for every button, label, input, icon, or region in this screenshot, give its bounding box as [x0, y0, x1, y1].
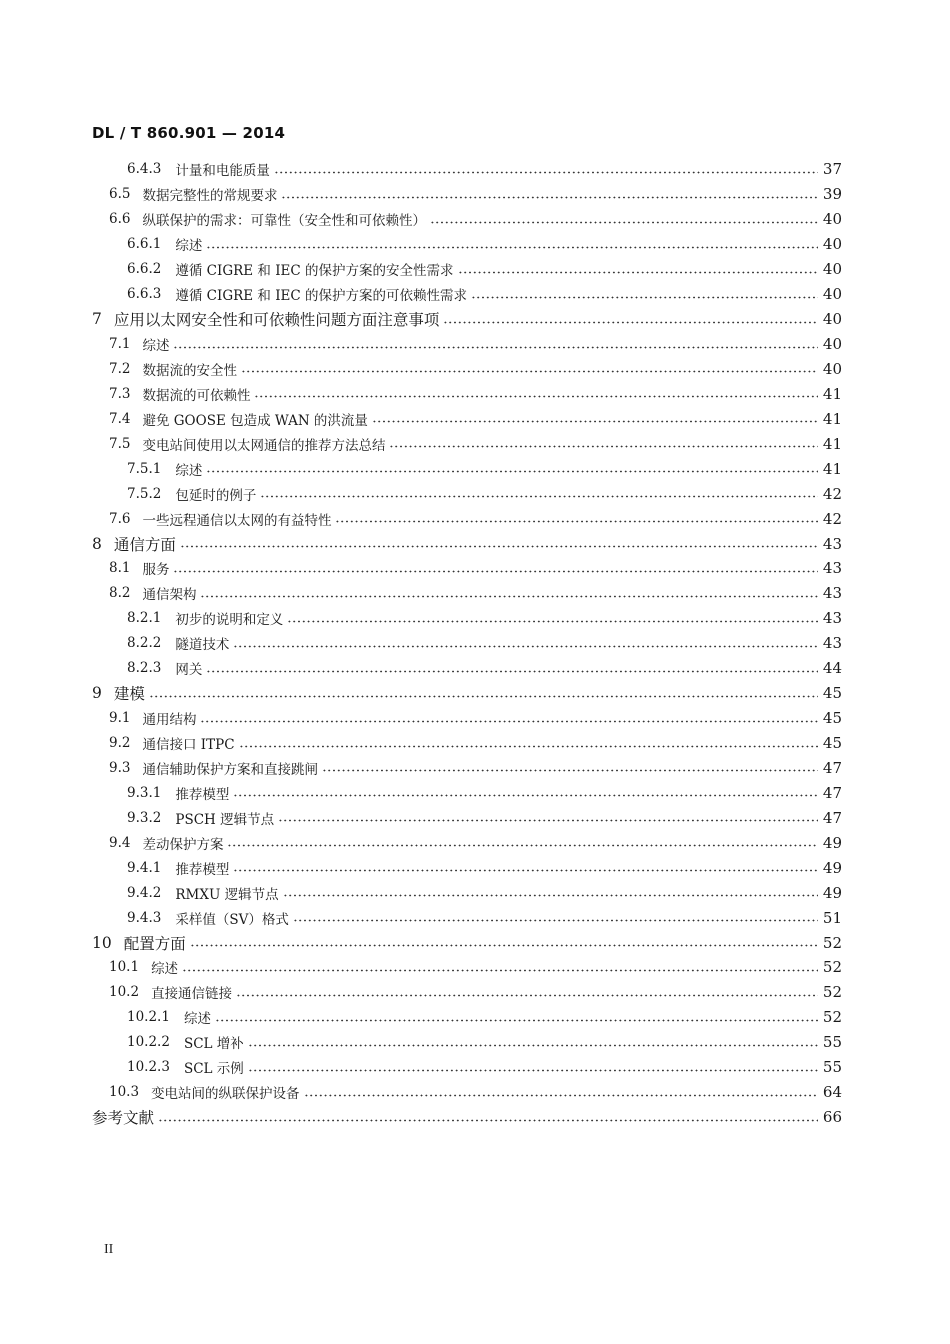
toc-page-number: 47	[822, 758, 842, 777]
toc-entry-heading	[109, 957, 178, 977]
toc-section-title: 通信方面	[113, 535, 176, 554]
toc-section-number: 6.6.1	[127, 236, 162, 253]
toc-section-title: 纵联保护的需求：可靠性（安全性和可依赖性）	[142, 213, 426, 230]
toc-entry-heading	[92, 682, 145, 704]
toc-page-number: 37	[822, 160, 842, 179]
dot-leader	[182, 969, 818, 972]
toc-section-title: 数据完整性的常规要求	[142, 188, 278, 205]
dot-leader	[173, 346, 818, 349]
toc-entry-heading	[127, 484, 256, 504]
toc-page-number: 52	[822, 983, 842, 1002]
toc-section-title: 初步的说明和定义	[175, 612, 284, 629]
toc-section-title: 推荐模型	[175, 861, 230, 878]
dot-leader	[173, 570, 818, 573]
toc-section-number: 8.2	[109, 585, 131, 602]
toc-page-number: 52	[822, 1008, 842, 1027]
toc-entry-heading	[127, 159, 270, 179]
toc-section-number: 9.4.2	[127, 884, 162, 901]
toc-page-number: 40	[822, 210, 842, 229]
toc-entry[interactable]	[0, 706, 950, 731]
dot-leader	[443, 321, 818, 324]
toc-entry-heading	[127, 658, 202, 678]
toc-section-number: 7.5.2	[127, 485, 162, 502]
toc-section-title: 配置方面	[123, 934, 186, 953]
toc-section-number: 6.6.3	[127, 286, 162, 303]
toc-page-number: 45	[822, 734, 842, 753]
toc-page-number: 42	[822, 509, 842, 528]
dot-leader	[233, 645, 818, 648]
toc-page-number: 39	[822, 185, 842, 204]
toc-entry-heading	[109, 409, 368, 429]
toc-section-title: 建模	[113, 685, 145, 704]
toc-section-title: 一些远程通信以太网的有益特性	[142, 512, 332, 529]
toc-entry-heading	[92, 308, 439, 330]
toc-entry[interactable]	[0, 930, 950, 955]
toc-entry[interactable]	[0, 531, 950, 556]
toc-section-number: 9.3	[109, 759, 131, 776]
dot-leader	[206, 670, 818, 673]
toc-section-title: 数据流的安全性	[142, 362, 237, 379]
toc-section-title: 遵循 CIGRE 和 IEC 的保护方案的安全性需求	[175, 263, 454, 280]
toc-section-number: 7.1	[109, 336, 131, 353]
toc-section-title: 网关	[175, 662, 203, 679]
toc-entry[interactable]	[0, 406, 950, 431]
toc-section-number: 9.2	[109, 735, 131, 752]
toc-entry[interactable]	[0, 1005, 950, 1030]
toc-entry[interactable]	[0, 207, 950, 232]
toc-page-number: 40	[822, 310, 842, 329]
toc-section-number: 10.3	[109, 1084, 140, 1101]
toc-section-title: 变电站间的纵联保护设备	[151, 1086, 300, 1103]
toc-page-number: 43	[822, 584, 842, 603]
toc-section-title: PSCH 逻辑节点	[175, 811, 275, 828]
toc-page-number: 40	[822, 260, 842, 279]
toc-page-number: 45	[822, 684, 842, 703]
dot-leader	[254, 395, 818, 398]
toc-entry-heading	[109, 583, 196, 603]
toc-entry[interactable]	[0, 1055, 950, 1080]
toc-entry-heading	[109, 708, 196, 728]
toc-entry-heading	[109, 509, 331, 529]
toc-entry[interactable]	[0, 855, 950, 880]
dot-leader	[281, 196, 818, 199]
toc-section-title: 推荐模型	[175, 786, 230, 803]
toc-page-number: 41	[822, 384, 842, 403]
toc-section-number: 7.6	[109, 510, 131, 527]
toc-page-number: 41	[822, 409, 842, 428]
toc-entry-heading	[127, 783, 229, 803]
toc-entry-heading	[109, 184, 277, 204]
toc-section-title: 通用结构	[142, 712, 197, 729]
toc-entry-heading	[109, 982, 232, 1002]
dot-leader	[458, 271, 818, 274]
toc-section-number: 9.4.3	[127, 909, 162, 926]
toc-section-number: 8.2.3	[127, 660, 162, 677]
toc-entry[interactable]	[0, 980, 950, 1005]
toc-entry-heading	[127, 1057, 244, 1077]
dot-leader	[372, 420, 818, 423]
toc-section-number: 6.5	[109, 186, 131, 203]
toc-entry[interactable]	[0, 332, 950, 357]
toc-entry[interactable]	[0, 606, 950, 631]
dot-leader	[149, 695, 818, 698]
toc-entry-heading	[109, 334, 169, 354]
dot-leader	[180, 545, 818, 548]
toc-entry-heading	[109, 209, 426, 229]
toc-entry[interactable]	[0, 756, 950, 781]
toc-entry[interactable]	[0, 556, 950, 581]
toc-section-number: 9.4	[109, 834, 131, 851]
dot-leader	[215, 1019, 818, 1022]
dot-leader	[158, 1119, 818, 1122]
toc-page-number: 51	[822, 908, 842, 927]
toc-entry[interactable]	[0, 805, 950, 830]
toc-page-number: 41	[822, 434, 842, 453]
toc-page-number: 47	[822, 808, 842, 827]
toc-section-number: 6.4.3	[127, 161, 162, 178]
toc-entry[interactable]	[0, 1030, 950, 1055]
toc-entry-heading	[109, 1082, 300, 1102]
dot-leader	[206, 246, 818, 249]
toc-section-number: 7.5	[109, 435, 131, 452]
toc-section-title: 参考文献	[92, 1109, 155, 1128]
toc-section-number: 9.3.1	[127, 784, 162, 801]
toc-entry-heading	[127, 908, 289, 928]
toc-section-title: SCL 增补	[183, 1036, 244, 1053]
toc-entry[interactable]	[0, 955, 950, 980]
toc-entry[interactable]	[0, 257, 950, 282]
toc-section-number: 8.2.1	[127, 610, 162, 627]
toc-entry-heading	[109, 733, 235, 753]
toc-page-number: 52	[822, 933, 842, 952]
toc-entry[interactable]	[0, 381, 950, 406]
toc-entry[interactable]	[0, 1080, 950, 1105]
toc-section-number: 7.2	[109, 360, 131, 377]
toc-page-number: 41	[822, 459, 842, 478]
toc-section-number: 10.2.2	[127, 1034, 170, 1051]
toc-page-number: 40	[822, 335, 842, 354]
toc-section-number: 10.2.1	[127, 1009, 170, 1026]
toc-section-number: 10.2.3	[127, 1059, 170, 1076]
toc-section-title: 综述	[151, 961, 179, 978]
toc-section-number: 9.3.2	[127, 809, 162, 826]
toc-entry-heading	[127, 1007, 211, 1027]
toc-page-number: 42	[822, 484, 842, 503]
toc-entry-heading	[127, 858, 229, 878]
toc-entry[interactable]	[0, 307, 950, 332]
toc-page-number: 43	[822, 609, 842, 628]
toc-section-title: 变电站间使用以太网通信的推荐方法总结	[142, 437, 386, 454]
toc-section-number: 9.1	[109, 710, 131, 727]
table-of-contents	[0, 157, 950, 1130]
toc-section-title: 差动保护方案	[142, 836, 224, 853]
toc-entry[interactable]	[0, 157, 950, 182]
dot-leader	[236, 994, 818, 997]
toc-entry[interactable]	[0, 1105, 950, 1130]
toc-entry[interactable]	[0, 830, 950, 855]
toc-section-title: 隧道技术	[175, 637, 230, 654]
dot-leader	[389, 445, 818, 448]
toc-section-title: 服务	[142, 562, 170, 579]
toc-page-number: 40	[822, 359, 842, 378]
toc-section-number: 10.2	[109, 984, 140, 1001]
toc-entry[interactable]	[0, 232, 950, 257]
dot-leader	[322, 769, 818, 772]
dot-leader	[248, 1044, 818, 1047]
toc-section-title: 避免 GOOSE 包造成 WAN 的洪流量	[142, 412, 368, 429]
toc-entry[interactable]	[0, 282, 950, 307]
dot-leader	[227, 844, 818, 847]
toc-page-number: 52	[822, 958, 842, 977]
toc-section-title: 应用以太网安全性和可依赖性问题方面注意事项	[113, 311, 440, 330]
toc-page-number: 45	[822, 709, 842, 728]
dot-leader	[471, 296, 818, 299]
toc-entry-heading	[127, 284, 467, 304]
toc-entry[interactable]	[0, 431, 950, 456]
toc-entry[interactable]	[0, 780, 950, 805]
toc-section-number: 7.5.1	[127, 460, 162, 477]
toc-section-number: 6.6	[109, 211, 131, 228]
toc-page-number: 64	[822, 1083, 842, 1102]
toc-page-number: 49	[822, 833, 842, 852]
dot-leader	[206, 470, 818, 473]
dot-leader	[278, 819, 818, 822]
dot-leader	[287, 620, 818, 623]
toc-section-title: RMXU 逻辑节点	[175, 886, 279, 903]
toc-entry[interactable]	[0, 506, 950, 531]
toc-section-number: 7.3	[109, 385, 131, 402]
toc-entry-heading	[109, 833, 223, 853]
toc-entry[interactable]	[0, 182, 950, 207]
toc-section-number: 7	[92, 310, 102, 329]
dot-leader	[239, 745, 818, 748]
toc-page-number: 47	[822, 783, 842, 802]
page-number: II	[104, 1242, 114, 1257]
toc-entry-heading	[92, 932, 186, 954]
toc-section-number: 8.1	[109, 560, 131, 577]
toc-page-number: 40	[822, 235, 842, 254]
dot-leader	[283, 894, 818, 897]
toc-entry-heading	[127, 808, 274, 828]
dot-leader	[233, 869, 818, 872]
toc-entry[interactable]	[0, 905, 950, 930]
toc-entry-heading	[109, 434, 385, 454]
dot-leader	[200, 720, 818, 723]
toc-section-title: 综述	[175, 238, 203, 255]
toc-section-title: 综述	[175, 462, 203, 479]
toc-entry-heading	[127, 1032, 244, 1052]
toc-page-number: 43	[822, 534, 842, 553]
toc-entry-heading	[109, 359, 237, 379]
toc-entry[interactable]	[0, 357, 950, 382]
dot-leader	[241, 370, 818, 373]
toc-section-number: 10	[92, 933, 112, 952]
toc-section-title: 计量和电能质量	[175, 163, 270, 180]
toc-entry-heading	[127, 883, 279, 903]
toc-entry-heading	[127, 633, 229, 653]
dot-leader	[190, 944, 818, 947]
toc-entry-heading	[109, 384, 250, 404]
toc-entry[interactable]	[0, 681, 950, 706]
toc-entry-heading	[92, 1106, 154, 1128]
toc-section-title: 数据流的可依赖性	[142, 387, 251, 404]
toc-page-number: 44	[822, 659, 842, 678]
toc-entry[interactable]	[0, 631, 950, 656]
toc-section-number: 8	[92, 534, 102, 553]
toc-section-number: 10.1	[109, 959, 140, 976]
dot-leader	[260, 495, 818, 498]
toc-section-number: 7.4	[109, 410, 131, 427]
toc-entry-heading	[127, 608, 283, 628]
toc-section-title: 采样值（SV）格式	[175, 911, 289, 928]
toc-section-title: 综述	[183, 1011, 211, 1028]
dot-leader	[304, 1094, 818, 1097]
toc-section-title: 通信接口 ITPC	[142, 737, 235, 754]
toc-section-title: 包延时的例子	[175, 487, 257, 504]
dot-leader	[293, 919, 818, 922]
dot-leader	[430, 221, 818, 224]
toc-section-title: 通信辅助保护方案和直接跳闸	[142, 761, 318, 778]
toc-section-title: 直接通信链接	[151, 986, 233, 1003]
toc-section-number: 8.2.2	[127, 635, 162, 652]
toc-section-title: 遵循 CIGRE 和 IEC 的保护方案的可依赖性需求	[175, 288, 468, 305]
toc-page-number: 55	[822, 1033, 842, 1052]
toc-page-number: 55	[822, 1058, 842, 1077]
toc-entry[interactable]	[0, 481, 950, 506]
toc-page-number: 43	[822, 559, 842, 578]
toc-section-number: 6.6.2	[127, 261, 162, 278]
toc-section-number: 9	[92, 684, 102, 703]
toc-section-title: 综述	[142, 338, 170, 355]
toc-entry[interactable]	[0, 880, 950, 905]
toc-entry-heading	[109, 758, 318, 778]
dot-leader	[233, 794, 818, 797]
toc-entry-heading	[127, 259, 454, 279]
dot-leader	[248, 1069, 818, 1072]
toc-page-number: 49	[822, 858, 842, 877]
toc-entry-heading	[109, 558, 169, 578]
toc-page-number: 43	[822, 634, 842, 653]
toc-entry-heading	[127, 234, 202, 254]
toc-section-number: 9.4.1	[127, 859, 162, 876]
toc-page-number: 40	[822, 285, 842, 304]
dot-leader	[274, 171, 818, 174]
document-standard-code: DL / T 860.901 — 2014	[92, 124, 286, 142]
dot-leader	[335, 520, 818, 523]
toc-entry-heading	[92, 533, 176, 555]
toc-page-number: 49	[822, 883, 842, 902]
toc-section-title: SCL 示例	[183, 1061, 244, 1078]
dot-leader	[200, 595, 818, 598]
toc-entry[interactable]	[0, 731, 950, 756]
toc-entry[interactable]	[0, 456, 950, 481]
toc-section-title: 通信架构	[142, 587, 197, 604]
toc-entry-heading	[127, 459, 202, 479]
toc-entry[interactable]	[0, 656, 950, 681]
toc-entry[interactable]	[0, 581, 950, 606]
toc-page-number: 66	[822, 1108, 842, 1127]
